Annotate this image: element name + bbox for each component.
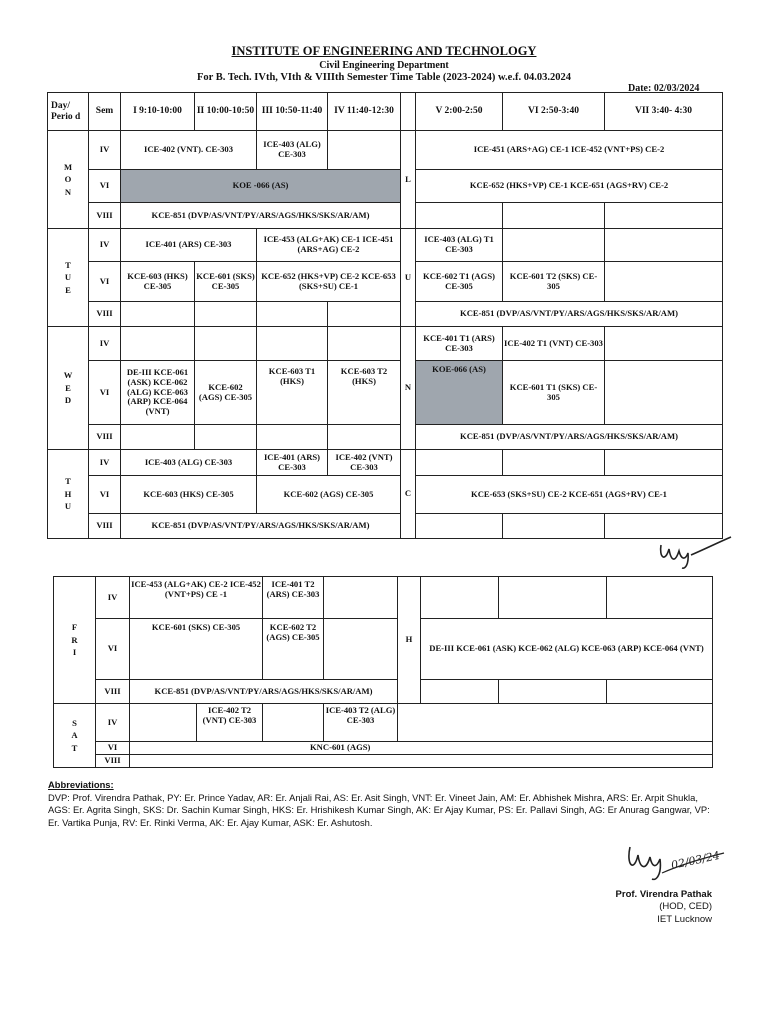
sem-label: VIII	[96, 755, 130, 768]
wed-vi-row	[48, 361, 723, 425]
sat-iv-p4: ICE-403 T2 (ALG) CE-303	[324, 704, 398, 742]
tue-iv-p5: ICE-403 (ALG) T1 CE-303	[416, 229, 503, 262]
mon-iv-row	[48, 131, 723, 170]
timetable-upper	[47, 92, 723, 539]
thu-vi-p12: KCE-603 (HKS) CE-305	[121, 476, 257, 514]
tue-iv-p12: ICE-401 (ARS) CE-303	[121, 229, 257, 262]
signatory-role: (HOD, CED)	[659, 901, 712, 913]
mon-vi-row	[48, 170, 723, 203]
sem-label: VIII	[89, 203, 121, 229]
col-period-2: II 10:00-10:50	[195, 93, 257, 131]
wed-viii-p3	[257, 425, 328, 450]
fri-viii: KCE-851 (DVP/AS/VNT/PY/ARS/AGS/HKS/SKS/AR/AM)	[130, 680, 398, 704]
tue-vi-p5: KCE-602 T1 (AGS) CE-305	[416, 262, 503, 302]
department-name: Civil Engineering Department	[319, 60, 449, 71]
fri-iv-p7	[607, 577, 713, 619]
tue-iv-p6	[503, 229, 605, 262]
sat-iv-p2: ICE-402 T2 (VNT) CE-303	[197, 704, 263, 742]
mon-vi-p567: KCE-652 (HKS+VP) CE-1 KCE-651 (AGS+RV) CE-2	[416, 170, 723, 203]
mon-viii-p5	[416, 203, 503, 229]
fri-iv-p5	[421, 577, 499, 619]
col-period-3: III 10:50-11:40	[257, 93, 328, 131]
mon-iv-p4	[328, 131, 401, 170]
fri-vi-row	[54, 619, 713, 680]
mon-vi-koe: KOE -066 (AS)	[121, 170, 401, 203]
wed-iv-p1	[121, 327, 195, 361]
mon-iv-p3: ICE-403 (ALG) CE-303	[257, 131, 328, 170]
sem-label: IV	[96, 704, 130, 742]
thu-viii: KCE-851 (DVP/AS/VNT/PY/ARS/AGS/HKS/SKS/AR/AM)	[121, 514, 401, 539]
col-period-1: I 9:10-10:00	[121, 93, 195, 131]
mon-viii-p6	[503, 203, 605, 229]
wed-iv-p7	[605, 327, 723, 361]
thu-viii-p5	[416, 514, 503, 539]
sem-label: VIII	[89, 302, 121, 327]
lunch-c: C	[401, 450, 416, 539]
sem-label: VIII	[89, 514, 121, 539]
thu-iv-p6	[503, 450, 605, 476]
signature-block	[602, 889, 712, 926]
wed-vi-p1: DE-III KCE-061 (ASK) KCE-062 (ALG) KCE-063 (ARP) KCE-064 (VNT)	[121, 361, 195, 425]
col-period-7: VII 3:40- 4:30	[605, 93, 723, 131]
thu-iv-p5	[416, 450, 503, 476]
mon-iv-p567: ICE-451 (ARS+AG) CE-1 ICE-452 (VNT+PS) CE-2	[416, 131, 723, 170]
timetable-title: For B. Tech. IVth, VIth & VIIIth Semester Time Table (2023-2024) w.e.f. 04.03.2024	[197, 72, 571, 83]
lunch-h: H	[398, 577, 421, 704]
tue-vi-p2: KCE-601 (SKS) CE-305	[195, 262, 257, 302]
sem-label: VIII	[96, 680, 130, 704]
timetable-lower	[53, 576, 713, 768]
sem-label: VI	[96, 619, 130, 680]
institute-name: INSTITUTE OF ENGINEERING AND TECHNOLOGY	[231, 44, 537, 58]
fri-viii-p7	[607, 680, 713, 704]
handwritten-date: 02/03/24	[669, 848, 721, 872]
wed-vi-p5: KOE-066 (AS)	[416, 361, 503, 425]
wed-vi-p3: KCE-603 T1 (HKS)	[257, 361, 328, 425]
tue-iv-p7	[605, 229, 723, 262]
lunch-gap	[401, 93, 416, 131]
thu-viii-row	[48, 514, 723, 539]
wed-viii-pm: KCE-851 (DVP/AS/VNT/PY/ARS/AGS/HKS/SKS/AR/AM)	[416, 425, 723, 450]
fri-vi-p12: KCE-601 (SKS) CE-305	[130, 619, 263, 680]
sem-label: VI	[89, 476, 121, 514]
sat-vi-row	[54, 742, 713, 755]
tue-iv-row	[48, 229, 723, 262]
tue-viii-p1	[121, 302, 195, 327]
wed-iv-p3	[257, 327, 328, 361]
sat-iv-p1	[130, 704, 197, 742]
sem-label: VI	[89, 170, 121, 203]
sem-label: VI	[89, 361, 121, 425]
tue-viii-p3	[257, 302, 328, 327]
sat-vi: KNC-601 (AGS)	[130, 742, 713, 755]
sem-label: VI	[89, 262, 121, 302]
tue-vi-p34: KCE-652 (HKS+VP) CE-2 KCE-653 (SKS+SU) CE-1	[257, 262, 401, 302]
fri-iv-p12: ICE-453 (ALG+AK) CE-2 ICE-452 (VNT+PS) CE -1	[130, 577, 263, 619]
fri-vi-p4	[324, 619, 398, 680]
fri-iv-p3: ICE-401 T2 (ARS) CE-303	[263, 577, 324, 619]
fri-viii-p5	[421, 680, 499, 704]
wed-iv-p6: ICE-402 T1 (VNT) CE-303	[503, 327, 605, 361]
tue-vi-p6: KCE-601 T2 (SKS) CE-305	[503, 262, 605, 302]
fri-iv-row	[54, 577, 713, 619]
sat-iv-p3	[263, 704, 324, 742]
thu-iv-p12: ICE-403 (ALG) CE-303	[121, 450, 257, 476]
handwritten-initials	[655, 535, 735, 571]
wed-viii-p1	[121, 425, 195, 450]
wed-iv-p2	[195, 327, 257, 361]
wed-vi-p6: KCE-601 T1 (SKS) CE-305	[503, 361, 605, 425]
mon-viii: KCE-851 (DVP/AS/VNT/PY/ARS/AGS/HKS/SKS/AR/AM)	[121, 203, 401, 229]
day-thu: T H U	[48, 450, 89, 539]
mon-viii-row	[48, 203, 723, 229]
sat-viii	[130, 755, 713, 768]
col-period-4: IV 11:40-12:30	[328, 93, 401, 131]
col-day: Day/ Perio d	[48, 93, 89, 131]
fri-vi-p3: KCE-602 T2 (AGS) CE-305	[263, 619, 324, 680]
wed-viii-p4	[328, 425, 401, 450]
day-fri: F R I	[54, 577, 96, 704]
mon-viii-p7	[605, 203, 723, 229]
header-row	[48, 93, 723, 131]
tue-vi-p1: KCE-603 (HKS) CE-305	[121, 262, 195, 302]
tue-vi-p7	[605, 262, 723, 302]
sem-label: IV	[89, 229, 121, 262]
sat-iv-row	[54, 704, 713, 742]
timetable-date: Date: 02/03/2024	[628, 83, 700, 94]
tue-vi-row	[48, 262, 723, 302]
wed-vi-p7	[605, 361, 723, 425]
thu-iv-row	[48, 450, 723, 476]
day-mon: M O N	[48, 131, 89, 229]
fri-iv-p6	[499, 577, 607, 619]
wed-iv-p4	[328, 327, 401, 361]
abbreviations-text: DVP: Prof. Virendra Pathak, PY: Er. Prince Yadav, AR: Er. Anjali Rai, AS: Er. Asit Singh, VNT: Er. Vineet Jain, AM: Er. Abhishek Mishra, ARS: Er. Arpit Shukla, AGS: Er. Agrita Singh, SKS: Dr. Sachin Kumar Singh, HKS: Er. Hrishikesh Kumar Singh, AK: Er Ajay Kumar, PS: Er. Pallavi Singh, AG: Er Anurag Gangwar, VP: Er. Vartika Punja, RV: Er. Rinki Verma, AK: Er. Ajay Kumar, ASK: Er. Ashutosh.	[48, 791, 710, 829]
mon-iv-p12: ICE-402 (VNT). CE-303	[121, 131, 257, 170]
tue-viii-p2	[195, 302, 257, 327]
fri-iv-p4	[324, 577, 398, 619]
sem-label: IV	[89, 450, 121, 476]
wed-vi-p4: KCE-603 T2 (HKS)	[328, 361, 401, 425]
sem-label: IV	[96, 577, 130, 619]
day-sat: S A T	[54, 704, 96, 768]
thu-vi-p567: KCE-653 (SKS+SU) CE-2 KCE-651 (AGS+RV) CE-1	[416, 476, 723, 514]
fri-viii-p6	[499, 680, 607, 704]
sem-label: VIII	[89, 425, 121, 450]
sat-iv-pm	[398, 704, 713, 742]
abbreviations	[48, 779, 720, 830]
lunch-l: L	[401, 131, 416, 229]
wed-viii-row	[48, 425, 723, 450]
abbreviations-title: Abbreviations:	[48, 779, 114, 790]
thu-iv-p3: ICE-401 (ARS) CE-303	[257, 450, 328, 476]
thu-viii-p6	[503, 514, 605, 539]
day-tue: T U E	[48, 229, 89, 327]
tue-iv-p34: ICE-453 (ALG+AK) CE-1 ICE-451 (ARS+AG) CE-2	[257, 229, 401, 262]
sem-label: IV	[89, 327, 121, 361]
tue-viii-row	[48, 302, 723, 327]
fri-viii-row	[54, 680, 713, 704]
wed-viii-p2	[195, 425, 257, 450]
fri-vi-p567: DE-III KCE-061 (ASK) KCE-062 (ALG) KCE-063 (ARP) KCE-064 (VNT)	[421, 619, 713, 680]
lunch-n: N	[401, 327, 416, 450]
thu-iv-p4: ICE-402 (VNT) CE-303	[328, 450, 401, 476]
tue-viii-pm: KCE-851 (DVP/AS/VNT/PY/ARS/AGS/HKS/SKS/AR/AM)	[416, 302, 723, 327]
wed-iv-row	[48, 327, 723, 361]
thu-iv-p7	[605, 450, 723, 476]
thu-vi-row	[48, 476, 723, 514]
signatory-name: Prof. Virendra Pathak	[615, 889, 712, 900]
sat-viii-row	[54, 755, 713, 768]
thu-vi-p34: KCE-602 (AGS) CE-305	[257, 476, 401, 514]
signatory-org: IET Lucknow	[657, 913, 712, 925]
day-wed: W E D	[48, 327, 89, 450]
wed-vi-p2: KCE-602 (AGS) CE-305	[195, 361, 257, 425]
lunch-u: U	[401, 229, 416, 327]
wed-iv-p5: KCE-401 T1 (ARS) CE-303	[416, 327, 503, 361]
col-period-5: V 2:00-2:50	[416, 93, 503, 131]
sem-label: IV	[89, 131, 121, 170]
sem-label: VI	[96, 742, 130, 755]
tue-viii-p4	[328, 302, 401, 327]
col-period-6: VI 2:50-3:40	[503, 93, 605, 131]
col-sem: Sem	[89, 93, 121, 131]
handwritten-signature	[620, 835, 730, 890]
